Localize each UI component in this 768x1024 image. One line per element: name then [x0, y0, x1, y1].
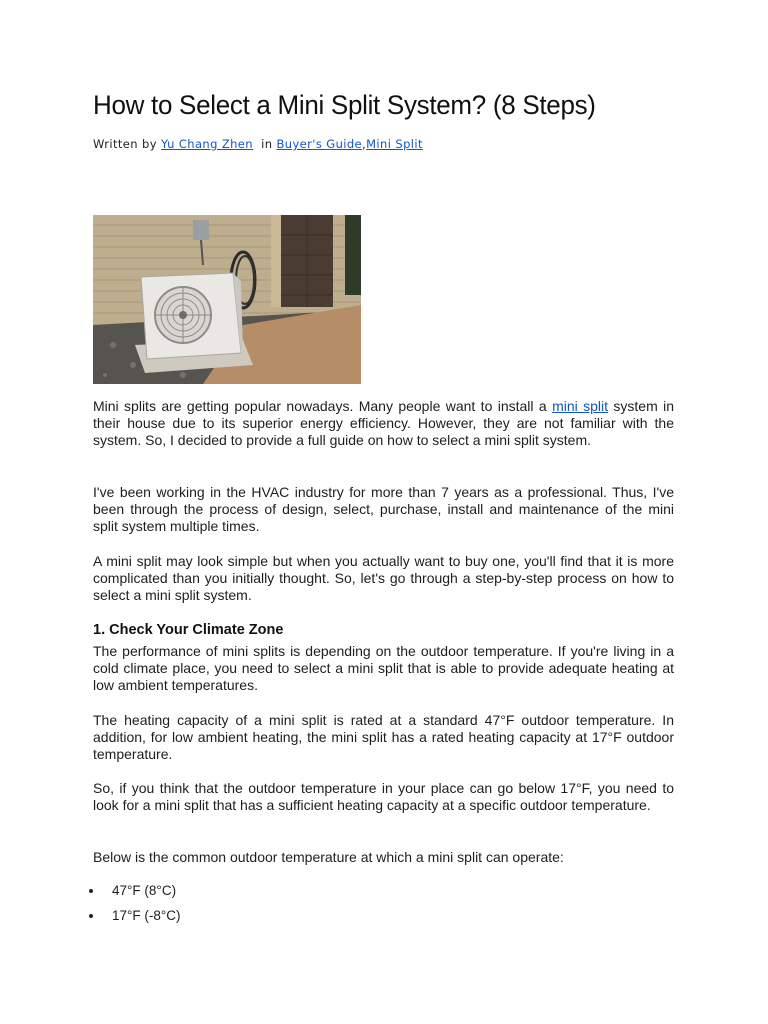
category-link-buyers-guide[interactable]: Buyer's Guide — [276, 137, 363, 151]
article-title: How to Select a Mini Split System? (8 Steps) — [93, 89, 596, 121]
bullet-icon — [89, 889, 93, 893]
byline-separator: , — [362, 137, 367, 151]
temperature-list — [89, 882, 181, 932]
byline-in: in — [261, 137, 273, 151]
list-item-text: 17°F (-8°C) — [112, 908, 181, 923]
list-item-text: 47°F (8°C) — [112, 883, 177, 898]
intro-p1-before-link: Mini splits are getting popular nowadays. Many people want to install a — [93, 398, 553, 414]
intro-p1-after-link: system in their house due to its superior energy efficiency. However, they are not familiar with the system. So, I decided to provide a full guide on how to select a mini split system. — [93, 398, 674, 448]
section-1-paragraph-2: The heating capacity of a mini split is rated at a standard 47°F outdoor temperature. In addition, for low ambient heating, the mini split has a rated heating capacity at 17°F outdoor temperature. — [93, 712, 674, 762]
intro-paragraph-3: A mini split may look simple but when you actually want to buy one, you'll find that it is more complicated than you initially thought. So, let's go through a step-by-step process on how to select a mini split system. — [93, 553, 674, 603]
category-link-mini-split[interactable]: Mini Split — [366, 137, 423, 151]
author-link[interactable]: Yu Chang Zhen — [160, 137, 253, 151]
section-heading-climate-zone: 1. Check Your Climate Zone — [93, 622, 284, 638]
mini-split-link[interactable]: mini split — [552, 398, 609, 414]
intro-paragraph-2: I've been working in the HVAC industry for more than 7 years as a professional. Thus, I've been through the process of design, select, purchase, install and maintenance of the mini split system multiple times. — [93, 484, 674, 534]
list-item — [89, 882, 181, 907]
intro-paragraph-1 — [93, 398, 674, 449]
bullet-icon — [89, 914, 93, 918]
byline — [93, 136, 423, 152]
list-item — [89, 907, 181, 932]
mini-split-outdoor-unit-photo — [93, 215, 361, 384]
section-1-paragraph-4: Below is the common outdoor temperature at which a mini split can operate: — [93, 849, 564, 865]
section-1-paragraph-3: So, if you think that the outdoor temperature in your place can go below 17°F, you need to look for a mini split that has a sufficient heating capacity at a specific outdoor temperature. — [93, 780, 674, 813]
hero-image — [93, 215, 361, 384]
section-1-paragraph-1: The performance of mini splits is depending on the outdoor temperature. If you're living in a cold climate place, you need to select a mini split that is able to provide adequate heating at low ambient temperatures. — [93, 643, 674, 693]
byline-prefix: Written by — [93, 137, 157, 151]
